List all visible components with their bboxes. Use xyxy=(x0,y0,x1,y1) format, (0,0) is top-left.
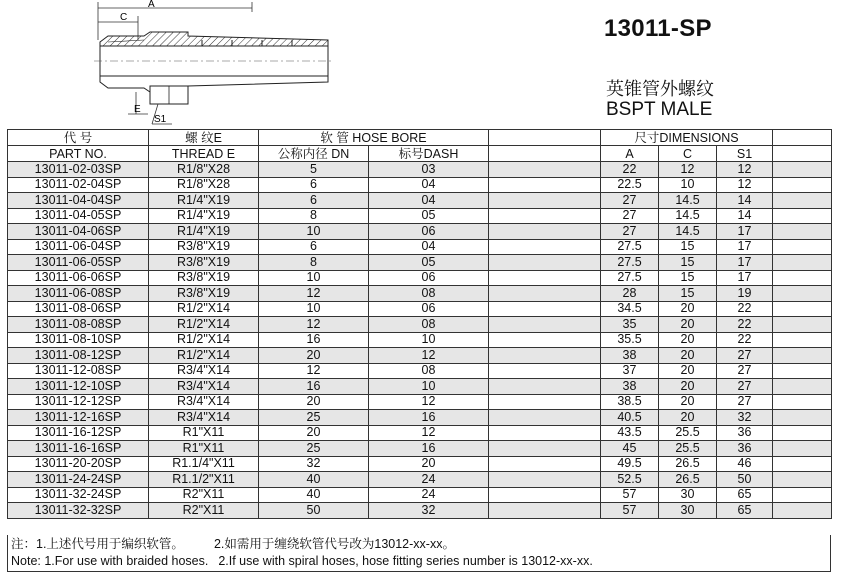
header-dn: 公称内径 DN xyxy=(259,146,369,162)
dn-cell: 50 xyxy=(259,503,369,519)
part-no-cell: 13011-02-03SP xyxy=(8,162,149,178)
s1-cell: 27 xyxy=(717,363,773,379)
a-cell: 49.5 xyxy=(601,456,659,472)
dash-cell: 08 xyxy=(369,317,489,333)
blank-cell xyxy=(489,410,601,426)
thread-cell: R1"X11 xyxy=(149,441,259,457)
blank-cell xyxy=(773,270,832,286)
a-cell: 57 xyxy=(601,487,659,503)
dash-cell: 12 xyxy=(369,394,489,410)
dash-cell: 08 xyxy=(369,363,489,379)
subtitle-english: BSPT MALE xyxy=(606,99,713,120)
c-cell: 20 xyxy=(659,379,717,395)
a-cell: 37 xyxy=(601,363,659,379)
table-row xyxy=(8,208,832,224)
part-no-cell: 13011-16-12SP xyxy=(8,425,149,441)
blank-cell xyxy=(773,441,832,457)
dn-cell: 16 xyxy=(259,332,369,348)
blank-cell xyxy=(773,255,832,271)
c-cell: 14.5 xyxy=(659,208,717,224)
blank-cell xyxy=(489,456,601,472)
table-row xyxy=(8,239,832,255)
header-thread-cn: 螺 纹E xyxy=(149,130,259,146)
thread-cell: R2"X11 xyxy=(149,503,259,519)
header-blank xyxy=(773,146,832,162)
header-blank xyxy=(773,130,832,146)
c-cell: 12 xyxy=(659,162,717,178)
s1-cell: 14 xyxy=(717,208,773,224)
dn-cell: 20 xyxy=(259,348,369,364)
blank-cell xyxy=(489,286,601,302)
blank-cell xyxy=(489,270,601,286)
table-row xyxy=(8,425,832,441)
s1-cell: 22 xyxy=(717,301,773,317)
dash-cell: 08 xyxy=(369,286,489,302)
blank-cell xyxy=(489,363,601,379)
c-cell: 30 xyxy=(659,503,717,519)
dn-cell: 5 xyxy=(259,162,369,178)
part-no-cell: 13011-08-10SP xyxy=(8,332,149,348)
blank-cell xyxy=(489,162,601,178)
table-row xyxy=(8,487,832,503)
blank-cell xyxy=(773,193,832,209)
c-cell: 20 xyxy=(659,301,717,317)
s1-cell: 27 xyxy=(717,394,773,410)
a-cell: 27 xyxy=(601,208,659,224)
part-no-cell: 13011-32-32SP xyxy=(8,503,149,519)
s1-cell: 36 xyxy=(717,441,773,457)
table-row xyxy=(8,224,832,240)
header-dash: 标号DASH xyxy=(369,146,489,162)
note-en-2: 2.If use with spiral hoses, hose fitting series number is 13012-xx-xx. xyxy=(218,554,593,568)
dn-cell: 10 xyxy=(259,224,369,240)
table-row xyxy=(8,348,832,364)
thread-cell: R1/2"X14 xyxy=(149,317,259,333)
a-cell: 52.5 xyxy=(601,472,659,488)
blank-cell xyxy=(489,193,601,209)
blank-cell xyxy=(773,410,832,426)
header-part-cn: 代 号 xyxy=(8,130,149,146)
s1-cell: 14 xyxy=(717,193,773,209)
dash-cell: 12 xyxy=(369,348,489,364)
blank-cell xyxy=(773,363,832,379)
blank-cell xyxy=(489,394,601,410)
table-row xyxy=(8,286,832,302)
header-dimensions: 尺寸DIMENSIONS xyxy=(601,130,773,146)
dash-cell: 04 xyxy=(369,239,489,255)
table-header-row-1 xyxy=(8,130,832,146)
dash-cell: 12 xyxy=(369,425,489,441)
dn-cell: 10 xyxy=(259,301,369,317)
table-row xyxy=(8,441,832,457)
blank-cell xyxy=(773,162,832,178)
table-row xyxy=(8,363,832,379)
dn-cell: 25 xyxy=(259,410,369,426)
dash-cell: 06 xyxy=(369,301,489,317)
c-cell: 20 xyxy=(659,410,717,426)
table-row xyxy=(8,270,832,286)
dash-cell: 04 xyxy=(369,177,489,193)
table-row xyxy=(8,177,832,193)
c-cell: 14.5 xyxy=(659,193,717,209)
header-blank xyxy=(489,146,601,162)
header-blank xyxy=(489,130,601,146)
thread-cell: R3/4"X14 xyxy=(149,394,259,410)
table-row xyxy=(8,162,832,178)
part-no-cell: 13011-12-08SP xyxy=(8,363,149,379)
part-no-cell: 13011-02-04SP xyxy=(8,177,149,193)
fitting-drawing xyxy=(92,0,342,128)
blank-cell xyxy=(489,472,601,488)
part-no-cell: 13011-04-06SP xyxy=(8,224,149,240)
blank-cell xyxy=(489,441,601,457)
thread-cell: R1.1/4"X11 xyxy=(149,456,259,472)
blank-cell xyxy=(773,472,832,488)
blank-cell xyxy=(489,379,601,395)
table-row xyxy=(8,456,832,472)
c-cell: 14.5 xyxy=(659,224,717,240)
thread-cell: R1/8"X28 xyxy=(149,177,259,193)
c-cell: 20 xyxy=(659,348,717,364)
table-row xyxy=(8,301,832,317)
dim-s1-label: S1 xyxy=(154,114,167,125)
blank-cell xyxy=(773,456,832,472)
dash-cell: 03 xyxy=(369,162,489,178)
blank-cell xyxy=(489,177,601,193)
s1-cell: 36 xyxy=(717,425,773,441)
blank-cell xyxy=(489,332,601,348)
blank-cell xyxy=(773,348,832,364)
blank-cell xyxy=(489,317,601,333)
a-cell: 43.5 xyxy=(601,425,659,441)
dn-cell: 10 xyxy=(259,270,369,286)
note-cn-1: 注：1.上述代号用于编织软管。 xyxy=(11,537,184,551)
s1-cell: 22 xyxy=(717,317,773,333)
notes-box xyxy=(7,535,831,572)
s1-cell: 17 xyxy=(717,255,773,271)
part-no-cell: 13011-12-12SP xyxy=(8,394,149,410)
notes-chinese xyxy=(11,536,827,553)
s1-cell: 17 xyxy=(717,270,773,286)
a-cell: 27.5 xyxy=(601,270,659,286)
c-cell: 15 xyxy=(659,239,717,255)
dash-cell: 24 xyxy=(369,487,489,503)
note-en-1: Note: 1.For use with braided hoses. xyxy=(11,554,209,568)
note-cn-2: 2.如需用于缠绕软管代号改为13012-xx-xx。 xyxy=(213,537,455,551)
dash-cell: 10 xyxy=(369,379,489,395)
blank-cell xyxy=(773,379,832,395)
part-no-cell: 13011-24-24SP xyxy=(8,472,149,488)
thread-cell: R3/8"X19 xyxy=(149,286,259,302)
s1-cell: 32 xyxy=(717,410,773,426)
part-no-cell: 13011-08-08SP xyxy=(8,317,149,333)
thread-cell: R2"X11 xyxy=(149,487,259,503)
table-row xyxy=(8,503,832,519)
part-no-cell: 13011-06-05SP xyxy=(8,255,149,271)
c-cell: 20 xyxy=(659,332,717,348)
thread-cell: R3/8"X19 xyxy=(149,255,259,271)
c-cell: 26.5 xyxy=(659,456,717,472)
part-no-cell: 13011-06-08SP xyxy=(8,286,149,302)
part-no-cell: 13011-04-05SP xyxy=(8,208,149,224)
dn-cell: 6 xyxy=(259,177,369,193)
a-cell: 40.5 xyxy=(601,410,659,426)
dash-cell: 32 xyxy=(369,503,489,519)
dash-cell: 05 xyxy=(369,208,489,224)
blank-cell xyxy=(773,208,832,224)
blank-cell xyxy=(773,394,832,410)
dash-cell: 05 xyxy=(369,255,489,271)
thread-cell: R1/4"X19 xyxy=(149,224,259,240)
dn-cell: 16 xyxy=(259,379,369,395)
header-part-en: PART NO. xyxy=(8,146,149,162)
header-thread-en: THREAD E xyxy=(149,146,259,162)
part-no-cell: 13011-16-16SP xyxy=(8,441,149,457)
a-cell: 34.5 xyxy=(601,301,659,317)
s1-cell: 22 xyxy=(717,332,773,348)
blank-cell xyxy=(773,239,832,255)
table-row xyxy=(8,379,832,395)
blank-cell xyxy=(489,425,601,441)
part-no-cell: 13011-20-20SP xyxy=(8,456,149,472)
blank-cell xyxy=(489,301,601,317)
dn-cell: 8 xyxy=(259,255,369,271)
a-cell: 22 xyxy=(601,162,659,178)
s1-cell: 65 xyxy=(717,503,773,519)
dn-cell: 20 xyxy=(259,394,369,410)
part-no-cell: 13011-12-10SP xyxy=(8,379,149,395)
product-title: 13011-SP xyxy=(604,15,712,42)
a-cell: 35.5 xyxy=(601,332,659,348)
part-no-cell: 13011-04-04SP xyxy=(8,193,149,209)
blank-cell xyxy=(489,224,601,240)
c-cell: 15 xyxy=(659,255,717,271)
dash-cell: 04 xyxy=(369,193,489,209)
dn-cell: 20 xyxy=(259,425,369,441)
dash-cell: 24 xyxy=(369,472,489,488)
blank-cell xyxy=(773,301,832,317)
c-cell: 25.5 xyxy=(659,441,717,457)
blank-cell xyxy=(489,487,601,503)
thread-cell: R3/4"X14 xyxy=(149,410,259,426)
dn-cell: 8 xyxy=(259,208,369,224)
blank-cell xyxy=(773,286,832,302)
s1-cell: 12 xyxy=(717,162,773,178)
a-cell: 38.5 xyxy=(601,394,659,410)
table-row xyxy=(8,255,832,271)
s1-cell: 27 xyxy=(717,348,773,364)
c-cell: 20 xyxy=(659,317,717,333)
table-row xyxy=(8,317,832,333)
thread-cell: R1"X11 xyxy=(149,425,259,441)
blank-cell xyxy=(773,503,832,519)
dimensions-table xyxy=(7,129,832,519)
blank-cell xyxy=(773,177,832,193)
thread-cell: R3/8"X19 xyxy=(149,270,259,286)
dn-cell: 25 xyxy=(259,441,369,457)
thread-cell: R1/2"X14 xyxy=(149,332,259,348)
dim-c-label: C xyxy=(120,12,128,23)
dn-cell: 40 xyxy=(259,487,369,503)
a-cell: 27 xyxy=(601,193,659,209)
part-no-cell: 13011-06-06SP xyxy=(8,270,149,286)
blank-cell xyxy=(489,239,601,255)
s1-cell: 17 xyxy=(717,239,773,255)
table-header-row-2 xyxy=(8,146,832,162)
a-cell: 27.5 xyxy=(601,239,659,255)
a-cell: 22.5 xyxy=(601,177,659,193)
a-cell: 27.5 xyxy=(601,255,659,271)
table-row xyxy=(8,410,832,426)
dash-cell: 06 xyxy=(369,224,489,240)
dash-cell: 16 xyxy=(369,410,489,426)
thread-cell: R3/4"X14 xyxy=(149,379,259,395)
c-cell: 10 xyxy=(659,177,717,193)
dn-cell: 6 xyxy=(259,239,369,255)
dn-cell: 6 xyxy=(259,193,369,209)
part-no-cell: 13011-12-16SP xyxy=(8,410,149,426)
a-cell: 27 xyxy=(601,224,659,240)
s1-cell: 12 xyxy=(717,177,773,193)
blank-cell xyxy=(773,317,832,333)
s1-cell: 17 xyxy=(717,224,773,240)
c-cell: 30 xyxy=(659,487,717,503)
thread-cell: R3/4"X14 xyxy=(149,363,259,379)
notes-english xyxy=(11,553,827,570)
blank-cell xyxy=(489,348,601,364)
dn-cell: 12 xyxy=(259,363,369,379)
part-no-cell: 13011-08-06SP xyxy=(8,301,149,317)
blank-cell xyxy=(773,224,832,240)
a-cell: 28 xyxy=(601,286,659,302)
dash-cell: 10 xyxy=(369,332,489,348)
dn-cell: 32 xyxy=(259,456,369,472)
dn-cell: 12 xyxy=(259,286,369,302)
thread-cell: R3/8"X19 xyxy=(149,239,259,255)
table-row xyxy=(8,193,832,209)
header-c: C xyxy=(659,146,717,162)
subtitle-chinese: 英锥管外螺纹 xyxy=(606,79,714,100)
c-cell: 15 xyxy=(659,286,717,302)
thread-cell: R1/8"X28 xyxy=(149,162,259,178)
header-hose-bore: 软 管 HOSE BORE xyxy=(259,130,489,146)
thread-cell: R1.1/2"X11 xyxy=(149,472,259,488)
blank-cell xyxy=(489,255,601,271)
header-s1: S1 xyxy=(717,146,773,162)
thread-cell: R1/4"X19 xyxy=(149,208,259,224)
a-cell: 38 xyxy=(601,379,659,395)
table-row xyxy=(8,332,832,348)
part-no-cell: 13011-06-04SP xyxy=(8,239,149,255)
blank-cell xyxy=(489,208,601,224)
dash-cell: 20 xyxy=(369,456,489,472)
c-cell: 20 xyxy=(659,394,717,410)
part-no-cell: 13011-32-24SP xyxy=(8,487,149,503)
s1-cell: 27 xyxy=(717,379,773,395)
header-a: A xyxy=(601,146,659,162)
part-no-cell: 13011-08-12SP xyxy=(8,348,149,364)
a-cell: 57 xyxy=(601,503,659,519)
thread-cell: R1/2"X14 xyxy=(149,348,259,364)
c-cell: 25.5 xyxy=(659,425,717,441)
blank-cell xyxy=(773,332,832,348)
s1-cell: 50 xyxy=(717,472,773,488)
c-cell: 15 xyxy=(659,270,717,286)
blank-cell xyxy=(773,425,832,441)
s1-cell: 46 xyxy=(717,456,773,472)
dash-cell: 06 xyxy=(369,270,489,286)
table-row xyxy=(8,472,832,488)
a-cell: 45 xyxy=(601,441,659,457)
blank-cell xyxy=(489,503,601,519)
dash-cell: 16 xyxy=(369,441,489,457)
dn-cell: 40 xyxy=(259,472,369,488)
dim-a-label: A xyxy=(148,0,155,10)
thread-cell: R1/2"X14 xyxy=(149,301,259,317)
a-cell: 38 xyxy=(601,348,659,364)
table-row xyxy=(8,394,832,410)
s1-cell: 65 xyxy=(717,487,773,503)
c-cell: 26.5 xyxy=(659,472,717,488)
s1-cell: 19 xyxy=(717,286,773,302)
dim-e-label: E xyxy=(134,104,141,115)
c-cell: 20 xyxy=(659,363,717,379)
blank-cell xyxy=(773,487,832,503)
thread-cell: R1/4"X19 xyxy=(149,193,259,209)
a-cell: 35 xyxy=(601,317,659,333)
dn-cell: 12 xyxy=(259,317,369,333)
